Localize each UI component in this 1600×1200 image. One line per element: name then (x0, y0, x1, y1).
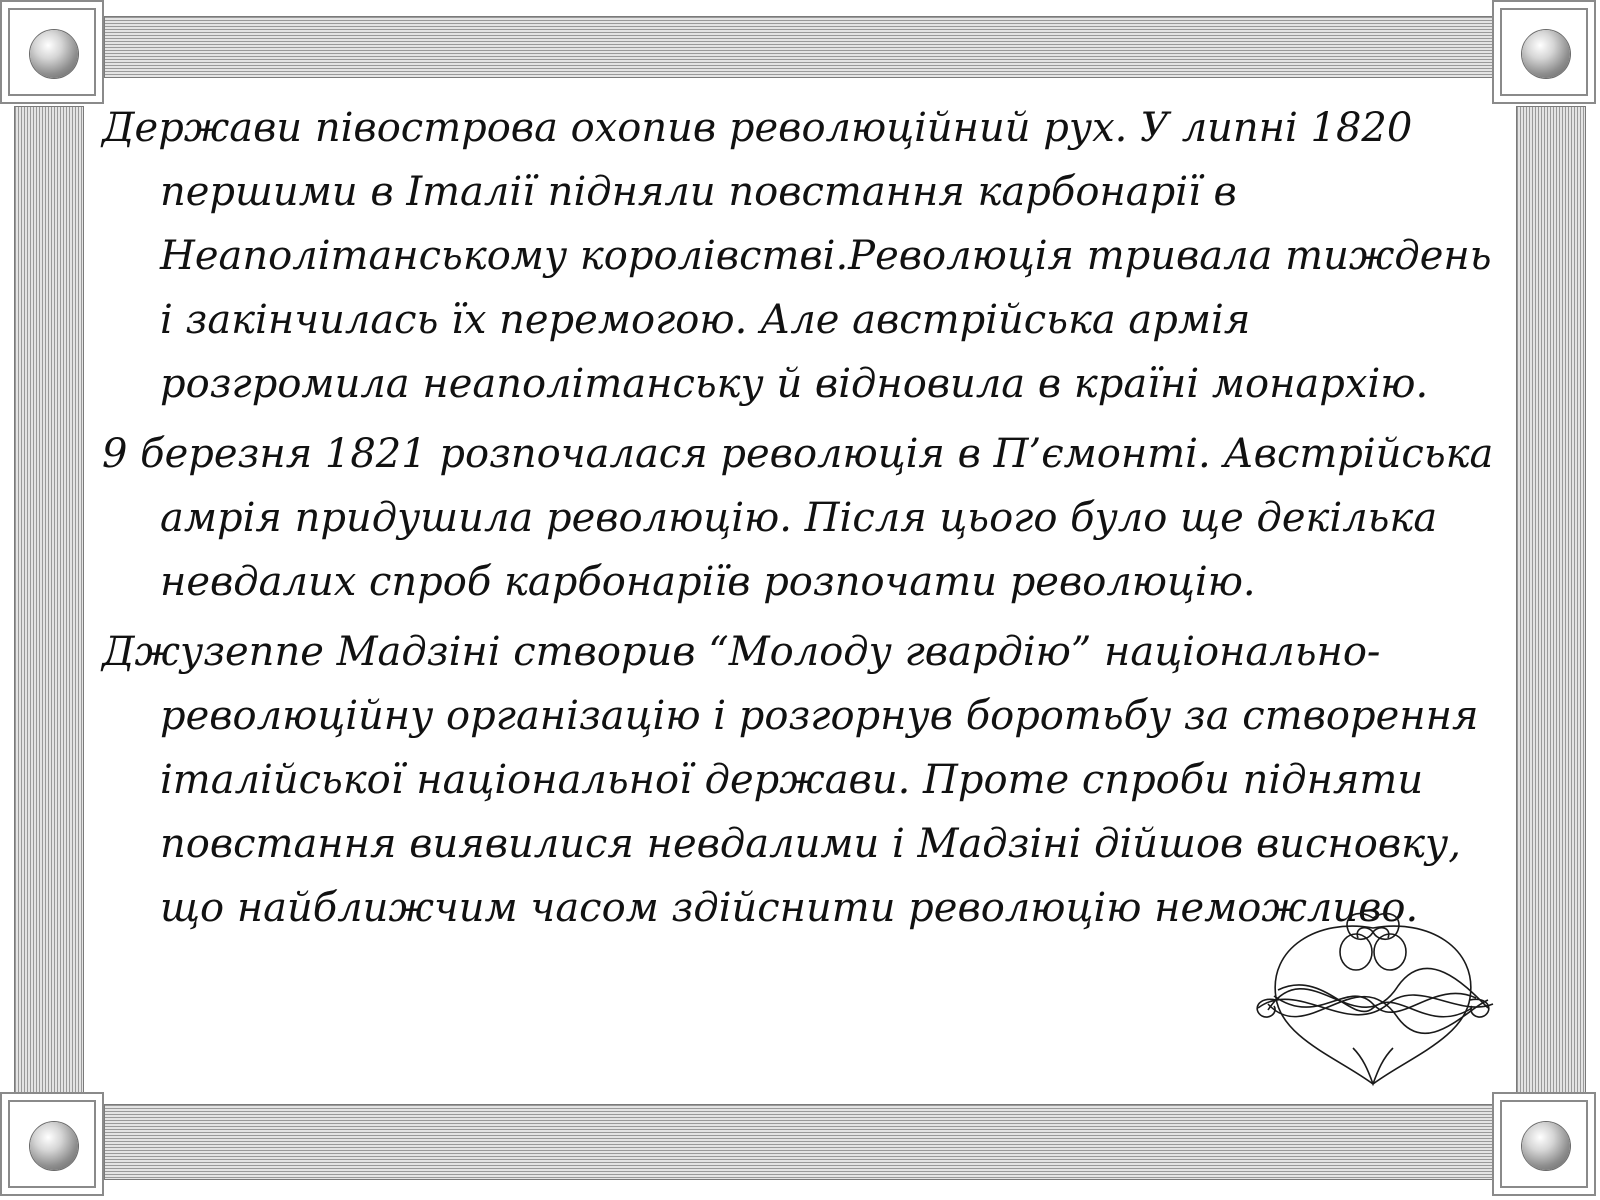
paragraph-mazzini: Джузеппе Мадзіні створив “Молоду гвардію” національно-революційну організацію і розгорнув боротьбу за створення італійської національної держави. Проте спроби підняти повстання виявилися невдалими і Мадзіні дійшов висновку, що найближчим часом здійснити революцію неможливо. (102, 629, 1479, 931)
frame-top-bar (104, 16, 1496, 78)
paragraph-naples-revolution: Держави півострова охопив революційний рух. У липні 1820 першими в Італії підняли повстання карбонарії в Неаполітанському королівстві.Революція тривала тиждень і закінчилась їх перемогою. Але австрійська армія розгромила неаполітанську й відновила в країні монархію. (102, 105, 1492, 407)
corner-ball-icon (1522, 1122, 1570, 1170)
corner-ball-icon (1522, 30, 1570, 78)
frame-corner-bottom-right (1492, 1092, 1596, 1196)
slide-body (102, 96, 1512, 946)
frame-right-bar (1516, 106, 1586, 1102)
paragraph-piedmont-revolution: 9 березня 1821 розпочалася революція в П’ємонті. Австрійська амрія придушила революцію. Після цього було ще декілька невдалих спроб карбонаріїв розпочати революцію. (102, 431, 1494, 605)
frame-corner-top-right (1492, 0, 1596, 104)
ornament-flourish-icon (1248, 908, 1498, 1088)
corner-ball-icon (30, 30, 78, 78)
frame-corner-top-left (0, 0, 104, 104)
frame-corner-bottom-left (0, 1092, 104, 1196)
corner-ball-icon (30, 1122, 78, 1170)
frame-left-bar (14, 106, 84, 1102)
frame-bottom-bar (104, 1104, 1496, 1180)
